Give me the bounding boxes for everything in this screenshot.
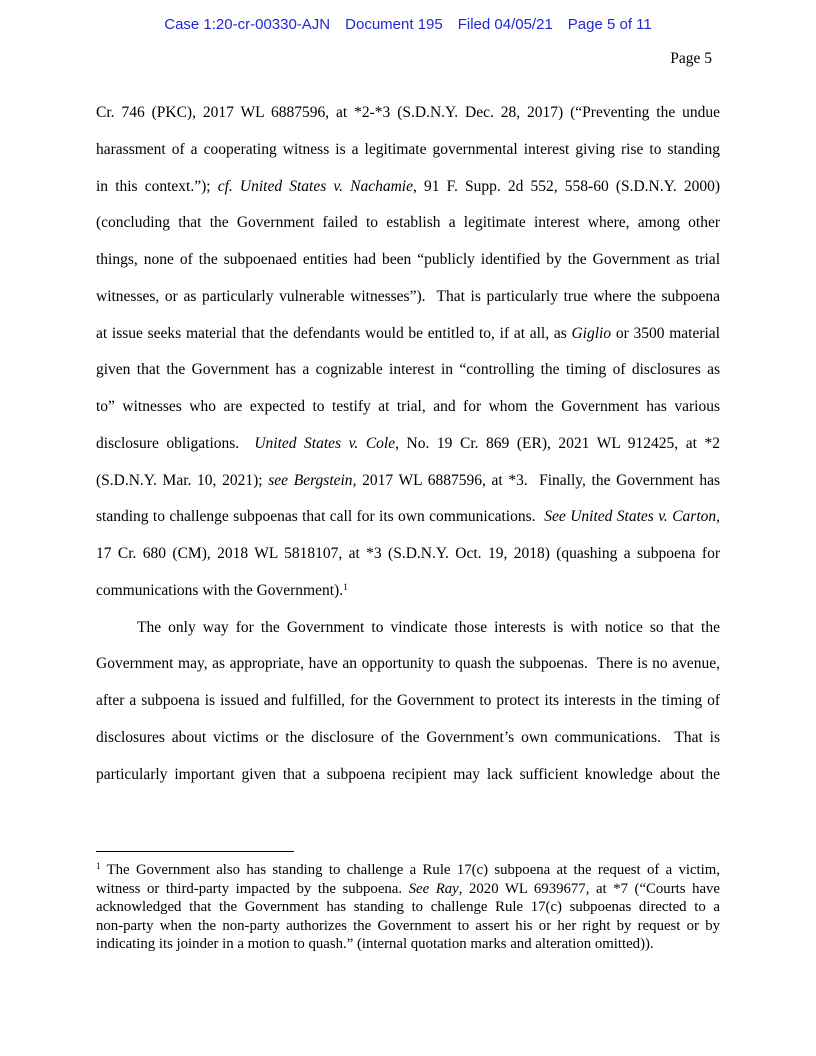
footnote-text [96, 861, 720, 954]
text-line: (S.D.N.Y. Mar. 10, 2021); see Bergstein, 2017 WL 6887596, at *3. Finally, the Government has [96, 471, 720, 489]
text-line: The only way for the Government to vindicate those interests is with notice so that the [137, 618, 720, 636]
document-body [96, 95, 720, 794]
footnote-reference: 1 [343, 581, 348, 593]
footnote-separator [96, 851, 294, 852]
page-number: Page 5 [670, 50, 712, 67]
stamp-case-number: Case 1:20-cr-00330-AJN [164, 16, 331, 33]
text-line: disclosure obligations. United States v. Cole, No. 19 Cr. 869 (ER), 2021 WL 912425, at *2 [96, 434, 720, 452]
text-line: witness or third-party impacted by the subpoena. See Ray, 2020 WL 6939677, at *7 (“Courts have [96, 880, 721, 897]
text-line: in this context.”); cf. United States v. Nachamie, 91 F. Supp. 2d 552, 558-60 (S.D.N.Y. 2000) [96, 177, 720, 195]
text-line: (concluding that the Government failed to establish a legitimate interest where, among other [96, 214, 720, 232]
text-line: to” witnesses who are expected to testify at trial, and for whom the Government has various [96, 398, 720, 416]
text-line: Government may, as appropriate, have an opportunity to quash the subpoenas. There is no avenue, [96, 655, 720, 673]
stamp-document-number: Document 195 [345, 16, 443, 33]
text-line: indicating its joinder in a motion to quash.” (internal quotation marks and alteration omitted)). [96, 936, 654, 953]
text-line: non-party when the non-party authorizes the Government to assert his or her right by request or by [96, 917, 720, 934]
text-line: things, none of the subpoenaed entities had been “publicly identified by the Government as trial [96, 251, 720, 269]
text-line: 17 Cr. 680 (CM), 2018 WL 5818107, at *3 (S.D.N.Y. Oct. 19, 2018) (quashing a subpoena for [96, 545, 720, 563]
text-line: witnesses, or as particularly vulnerable witnesses”). That is particularly true where the subpoena [96, 287, 720, 305]
text-line: $^1$ The Government also has standing to challenge a Rule 17(c) subpoena at the request of a victim, [96, 860, 720, 878]
text-line: Cr. 746 (PKC), 2017 WL 6887596, at *2-*3 (S.D.N.Y. Dec. 28, 2017) (“Preventing the undue [96, 104, 720, 121]
text-line: acknowledged that the Government has standing to challenge Rule 17(c) subpoenas directed to a [96, 899, 720, 916]
text-line: given that the Government has a cognizable interest in “controlling the timing of disclosures as [96, 361, 720, 379]
footnote-reference: 1 [96, 860, 101, 871]
text-line: standing to challenge subpoenas that call for its own communications. See United States v. Carton, [96, 508, 720, 526]
text-line: disclosures about victims or the disclosure of the Government’s own communications. That is [96, 729, 720, 747]
text-line: after a subpoena is issued and fulfilled, for the Government to protect its interests in the timing of [96, 692, 720, 710]
stamp-filed-date: Filed 04/05/21 [457, 16, 553, 33]
text-line: harassment of a cooperating witness is a legitimate governmental interest giving rise to standing [96, 140, 720, 158]
text-line: communications with the Government).$^1$ [96, 581, 348, 599]
text-line: at issue seeks material that the defendants would be entitled to, if at all, as Giglio or 3500 material [96, 324, 720, 342]
case-header-stamp [0, 16, 816, 33]
stamp-page-of: Page 5 of 11 [567, 16, 652, 33]
text-line: particularly important given that a subpoena recipient may lack sufficient knowledge about the [96, 765, 720, 783]
